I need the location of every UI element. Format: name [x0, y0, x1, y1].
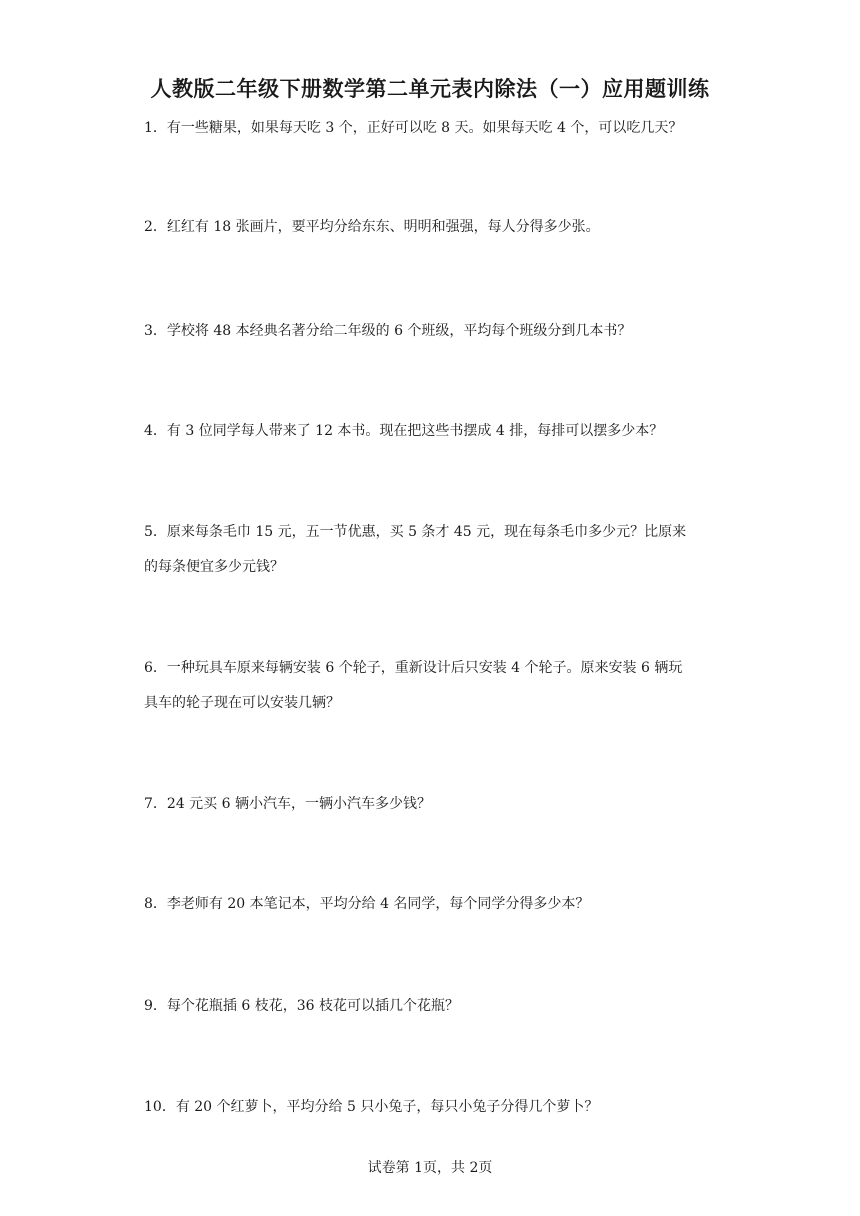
question-10 [144, 1090, 724, 1125]
question-2 [144, 210, 724, 245]
question-9 [144, 989, 724, 1024]
question-text: 10．有 20 个红萝卜，平均分给 5 只小兔子，每只小兔子分得几个萝卜？ [144, 1099, 599, 1115]
question-text-line-2: 具车的轮子现在可以安装几辆？ [144, 695, 340, 711]
question-text-line-1: 6．一种玩具车原来每辆安装 6 个轮子，重新设计后只安装 4 个轮子。原来安装 6 辆玩 [144, 660, 683, 676]
question-text: 8．李老师有 20 本笔记本，平均分给 4 名同学，每个同学分得多少本？ [144, 896, 590, 912]
page-footer: 试卷第 1页，共 2页 [367, 1160, 493, 1176]
question-text: 9．每个花瓶插 6 枝花，36 枝花可以插几个花瓶？ [144, 998, 459, 1014]
question-6 [144, 651, 724, 721]
question-8 [144, 887, 724, 922]
question-text: 4．有 3 位同学每人带来了 12 本书。现在把这些书摆成 4 排，每排可以摆多少本？ [144, 423, 664, 439]
question-1 [144, 111, 724, 146]
question-text: 2．红红有 18 张画片，要平均分给东东、明明和强强，每人分得多少张。 [144, 219, 600, 235]
question-text: 3．学校将 48 本经典名著分给二年级的 6 个班级，平均每个班级分到几本书？ [144, 323, 632, 339]
question-text: 7．24 元买 6 辆小汽车，一辆小汽车多少钱？ [144, 796, 431, 812]
question-text: 1．有一些糖果，如果每天吃 3 个，正好可以吃 8 天。如果每天吃 4 个，可以吃几天？ [144, 120, 683, 136]
question-5 [144, 515, 724, 585]
question-3 [144, 314, 724, 349]
question-text-line-2: 的每条便宜多少元钱？ [144, 559, 284, 575]
question-4 [144, 414, 724, 449]
page-title: 人教版二年级下册数学第二单元表内除法（一）应用题训练 [150, 77, 710, 101]
question-7 [144, 787, 724, 822]
question-text-line-1: 5．原来每条毛巾 15 元，五一节优惠，买 5 条才 45 元，现在每条毛巾多少元？比原来 [144, 524, 687, 540]
